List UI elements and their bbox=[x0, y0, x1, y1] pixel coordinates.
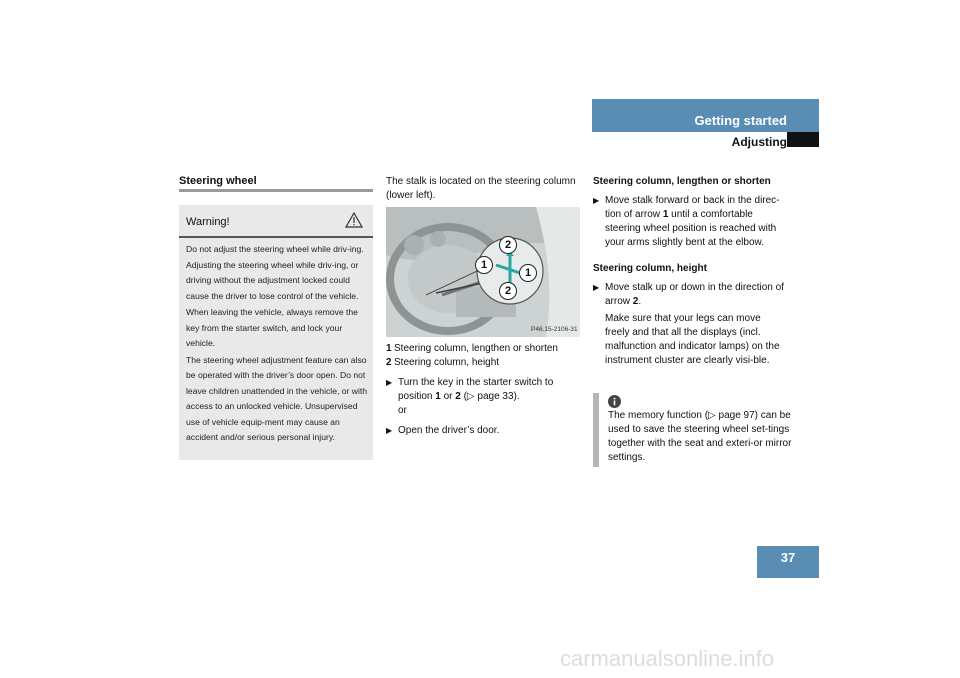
warning-paragraph: Do not adjust the steering wheel while driv-ing. Adjusting the steering wheel while driv-ing, or driving without the adjustment locked could cause the driver to lose control of the vehicle. bbox=[186, 244, 364, 301]
step-text bbox=[398, 376, 580, 418]
callout-badge: 2 bbox=[499, 282, 517, 300]
caption-number: 1 bbox=[386, 343, 392, 354]
step-text-part: Turn the key in the starter switch to position bbox=[398, 377, 554, 402]
bullet-arrow-icon: ▶ bbox=[593, 196, 600, 205]
warning-rule bbox=[179, 236, 373, 238]
warning-triangle-icon bbox=[345, 212, 363, 233]
photo-captions bbox=[386, 342, 582, 438]
callout-badge: 2 bbox=[499, 236, 517, 254]
step-text-part: (▷ page 33). bbox=[460, 391, 520, 402]
step-bold-number: 1 bbox=[435, 391, 441, 402]
instruction-step bbox=[386, 376, 582, 418]
caption-row bbox=[386, 356, 582, 370]
step-bold-number: 1 bbox=[662, 209, 669, 220]
caption-number: 2 bbox=[386, 357, 392, 368]
height-heading: Steering column, height bbox=[593, 263, 707, 274]
header-banner bbox=[592, 99, 819, 147]
callout-badge: 1 bbox=[519, 264, 537, 282]
info-note bbox=[593, 393, 793, 467]
warning-paragraph: The steering wheel adjustment feature can also be operated with the driver’s door open. Do not leave children unattended in the vehicle, or with access to an unlocked vehicle. Unsupervised use of vehicle equip-ment may cause an accident and/or serious personal injury. bbox=[186, 354, 368, 442]
callout-badge: 1 bbox=[475, 256, 493, 274]
note-bar bbox=[593, 393, 599, 467]
height-step bbox=[593, 281, 793, 368]
step-text bbox=[605, 194, 787, 250]
height-followup: Make sure that your legs can move freely and that all the displays (incl. malfunction and indicator lamps) on the instrument cluster are clearly visi-ble. bbox=[605, 313, 780, 366]
warning-paragraph: When leaving the vehicle, always remove the key from the starter switch, and lock your vehicle. bbox=[186, 307, 358, 348]
step-text-part: . bbox=[638, 296, 642, 307]
steering-column-photo bbox=[386, 207, 580, 337]
step-text bbox=[605, 281, 787, 309]
lengthen-heading: Steering column, lengthen or shorten bbox=[593, 176, 771, 187]
step-text-part: Move stalk up or down in the direction of arrow bbox=[605, 282, 784, 307]
lengthen-step bbox=[593, 194, 793, 250]
step-text-part: Move stalk forward or back in the direc-tion of arrow bbox=[605, 195, 780, 220]
warning-body bbox=[186, 242, 368, 447]
watermark: carmanualsonline.info bbox=[560, 646, 775, 671]
warning-box bbox=[179, 205, 373, 460]
bullet-arrow-icon: ▶ bbox=[593, 283, 600, 292]
image-code: P46.15-2106-31 bbox=[531, 326, 578, 333]
instruction-step bbox=[386, 424, 582, 438]
heading-rule bbox=[179, 189, 373, 192]
step-or: or bbox=[398, 405, 407, 416]
bullet-arrow-icon: ▶ bbox=[386, 426, 393, 435]
subsection-title: Adjusting bbox=[731, 135, 787, 149]
step-text: Open the driver’s door. bbox=[398, 425, 500, 436]
bullet-arrow-icon: ▶ bbox=[386, 378, 393, 387]
step-text-part: or bbox=[440, 391, 456, 402]
caption-text: Steering column, lengthen or shorten bbox=[394, 343, 558, 354]
step-bold-number: 2 bbox=[455, 391, 461, 402]
caption-row bbox=[386, 342, 582, 356]
section-title: Getting started bbox=[694, 113, 787, 128]
header-marker bbox=[787, 132, 819, 147]
step-bold-number: 2 bbox=[632, 296, 639, 307]
step-text-part: until a comfortable steering wheel position is reached with your arms slightly bent at the elbow. bbox=[605, 209, 777, 248]
steering-wheel-heading: Steering wheel bbox=[179, 175, 257, 187]
page-number: 37 bbox=[757, 546, 819, 578]
caption-text: Steering column, height bbox=[394, 357, 500, 368]
stalk-intro: The stalk is located on the steering column (lower left). bbox=[386, 176, 576, 201]
warning-title: Warning! bbox=[186, 216, 230, 228]
note-text: The memory function (▷ page 97) can be used to save the steering wheel set-tings together with the seat and exteri-or mirror settings. bbox=[608, 410, 792, 463]
